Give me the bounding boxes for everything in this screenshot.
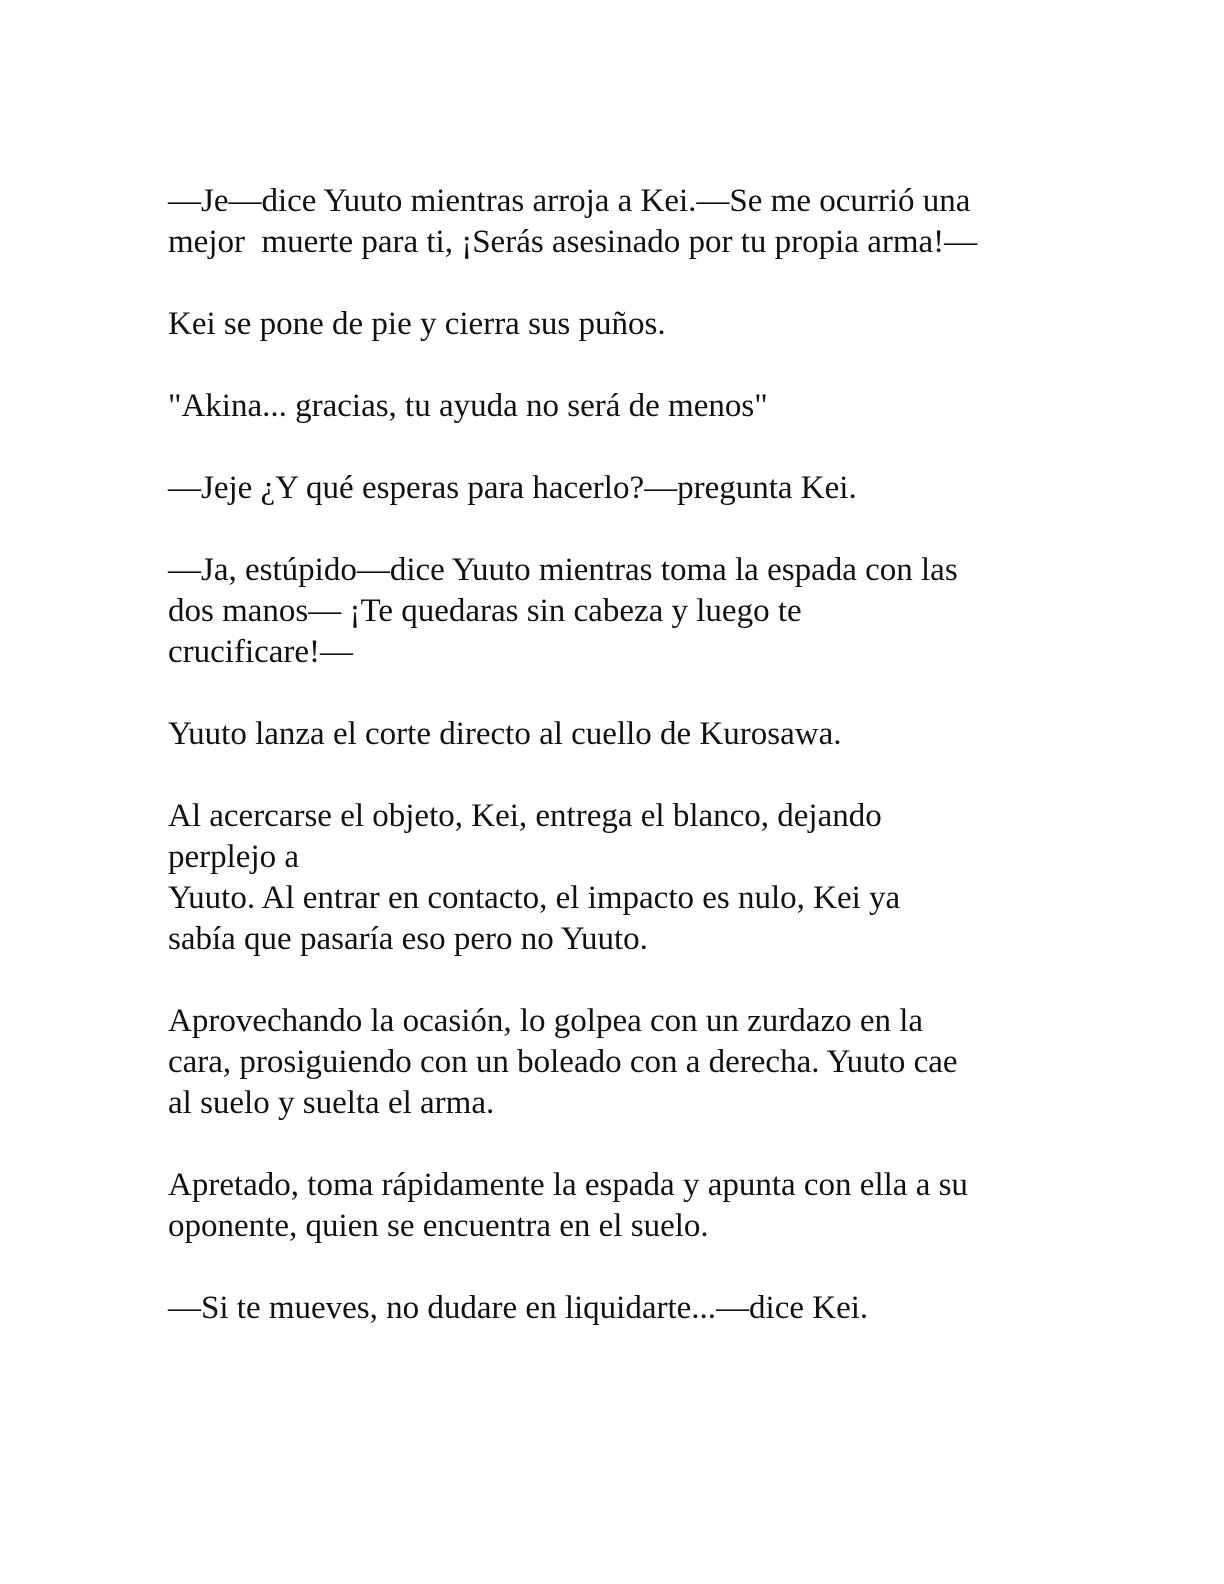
paragraph-1 — [168, 181, 1068, 263]
text-line: Yuuto lanza el corte directo al cuello de Kurosawa. — [168, 716, 842, 752]
paragraph-3 — [168, 386, 1068, 427]
text-line: dos manos— ¡Te quedaras sin cabeza y luego te — [168, 593, 802, 629]
paragraph-9 — [168, 1165, 1068, 1247]
text-line: Kei se pone de pie y cierra sus puños. — [168, 306, 666, 342]
body-text — [168, 181, 1068, 1370]
text-line: —Si te mueves, no dudare en liquidarte...—dice Kei. — [168, 1290, 869, 1326]
text-line: Apretado, toma rápidamente la espada y apunta con ella a su — [168, 1167, 968, 1203]
paragraph-5 — [168, 550, 1068, 673]
text-line: Al acercarse el objeto, Kei, entrega el blanco, dejando — [168, 798, 882, 834]
text-line: —Ja, estúpido—dice Yuuto mientras toma la espada con las — [168, 552, 958, 588]
text-line: mejor muerte para ti, ¡Serás asesinado por tu propia arma!— — [168, 224, 978, 260]
paragraph-8 — [168, 1001, 1068, 1124]
paragraph-2 — [168, 304, 1068, 345]
paragraph-4 — [168, 468, 1068, 509]
text-line: crucificare!— — [168, 634, 354, 670]
text-line: cara, prosiguiendo con un boleado con a derecha. Yuuto cae — [168, 1044, 958, 1080]
text-line: —Je—dice Yuuto mientras arroja a Kei.—Se me ocurrió una — [168, 183, 971, 219]
text-line: oponente, quien se encuentra en el suelo. — [168, 1208, 709, 1244]
text-line: Yuuto. Al entrar en contacto, el impacto es nulo, Kei ya — [168, 880, 901, 916]
paragraph-6 — [168, 714, 1068, 755]
text-line: al suelo y suelta el arma. — [168, 1085, 495, 1121]
text-line: Aprovechando la ocasión, lo golpea con un zurdazo en la — [168, 1003, 924, 1039]
text-line: "Akina... gracias, tu ayuda no será de menos" — [168, 388, 768, 424]
text-line: perplejo a — [168, 839, 300, 875]
paragraph-7 — [168, 796, 1068, 960]
text-line: sabía que pasaría eso pero no Yuuto. — [168, 921, 648, 957]
text-line: —Jeje ¿Y qué esperas para hacerlo?—pregunta Kei. — [168, 470, 857, 506]
paragraph-10 — [168, 1288, 1068, 1329]
